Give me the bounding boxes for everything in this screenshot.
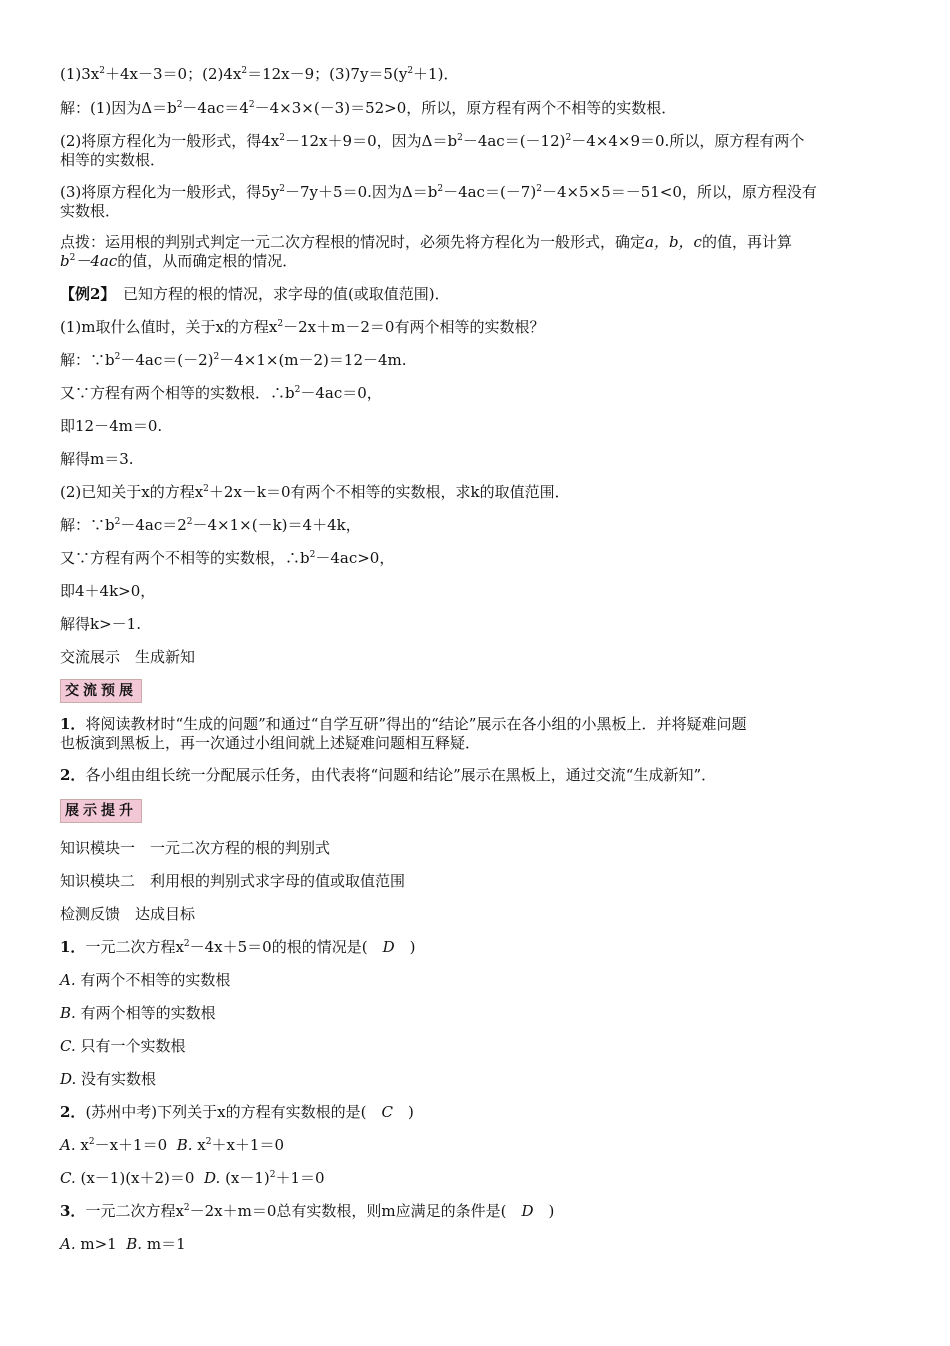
example-2-question-2: (2)已知关于x的方程$x^2+2x-k=0$有两个不相等的实数根，求k的取值范围． (60, 483, 570, 501)
test-question-3: 3．一元二次方程$x^2-2x+m=0$总有实数根，则m应满足的条件是( D ) (60, 1202, 555, 1220)
answer-q3: D (521, 1202, 534, 1220)
example-2-answer-1-step-1: 解：$\because b^2-4ac=(-2)^2-4\times 1\times(m-2)=12-4m$. (60, 351, 407, 369)
solution-part-3-cont: 实数根． (60, 202, 121, 220)
example-2-answer-2-step-3: 即4＋4k>0， (60, 582, 156, 600)
solution-part-2-cont: 相等的实数根． (60, 151, 166, 169)
test-q2-options-ab: A. $x^2-x+1=0$ B. $x^2+x+1=0$ (60, 1136, 285, 1154)
example-2-answer-2-step-1: 解：$\because b^2-4ac=2^2-4\times 1\times(-k)=4+4k$， (60, 516, 361, 534)
exchange-item-2: 2．各小组由组长统一分配展示任务，由代表将“问题和结论”展示在黑板上，通过交流“生成新知”． (60, 766, 717, 784)
test-q1-option-a: A. 有两个不相等的实数根 (60, 971, 231, 989)
solution-part-3: (3)将原方程化为一般形式，得$5y^2-7y+5=0$.因为$\Delta=b^2-4ac=(-7)^2-4\times 5\times 5=-51<0$，所以，原方程没有 (60, 183, 817, 201)
knowledge-module-2: 知识模块二 利用根的判别式求字母的值或取值范围 (60, 872, 406, 890)
exchange-item-1-cont: 也板演到黑板上，再一次通过小组间就上述疑难问题相互释疑． (60, 734, 481, 752)
test-q2-options-cd: C. (x－1)(x＋2)＝0 D. $(x-1)^2+1=0$ (60, 1169, 325, 1187)
solution-part-2: (2)将原方程化为一般形式，得$4x^2-12x+9=0$，因为$\Delta=b^2-4ac=(-12)^2-4\times 4\times 9=0$.所以，原方程有两个 (60, 132, 805, 150)
test-question-1: 1．一元二次方程$x^2-4x+5=0$的根的情况是( D ) (60, 938, 416, 956)
test-q1-option-c: C. 只有一个实数根 (60, 1037, 186, 1055)
test-q1-option-d: D. 没有实数根 (60, 1070, 157, 1088)
example-2-question-1: (1)m取什么值时，关于x的方程$x^2-2x+m-2=0$有两个相等的实数根？ (60, 318, 545, 336)
example-2-answer-1-step-2: 又∵方程有两个相等的实数根．$\therefore b^2-4ac=0$， (60, 384, 382, 402)
test-q3-options-ab: A. m>1 B. m＝1 (60, 1235, 186, 1253)
answer-q1: D (382, 938, 395, 956)
answer-q2: C (381, 1103, 393, 1121)
example-2-heading: 【例2】 已知方程的根的情况，求字母的值(或取值范围)． (60, 285, 450, 303)
example-2-answer-1-step-3: 即12－4m＝0. (60, 417, 163, 435)
knowledge-module-1: 知识模块一 一元二次方程的根的判别式 (60, 839, 331, 857)
example-2-answer-2-result: 解得k>－1. (60, 615, 141, 633)
badge-exchange-preview: 交流预展 (60, 679, 142, 703)
badge-show-improve: 展示提升 (60, 799, 142, 823)
test-question-2: 2．(苏州中考)下列关于x的方程有实数根的是( C ) (60, 1103, 414, 1121)
test-q1-option-b: B. 有两个相等的实数根 (60, 1004, 216, 1022)
section-heading-exchange: 交流展示 生成新知 (60, 648, 196, 666)
exchange-item-1: 1．将阅读教材时“生成的问题”和通过“自学互研”得出的“结论”展示在各小组的小黑板上．并将疑难问题 (60, 715, 747, 733)
example-2-answer-1-result: 解得m＝3. (60, 450, 134, 468)
solution-part-1: 解：(1)因为$\Delta=b^2-4ac=4^2-4\times 3\times(-3)=52>0$，所以，原方程有两个不相等的实数根． (60, 99, 677, 117)
section-heading-test: 检测反馈 达成目标 (60, 905, 196, 923)
tip-line-1: 点拨：运用根的判别式判定一元二次方程根的情况时，必须先将方程化为一般形式，确定a，b，c的值，再计算 (60, 233, 792, 251)
example-2-answer-2-step-2: 又∵方程有两个不相等的实数根，$\therefore b^2-4ac>0$， (60, 549, 395, 567)
tip-line-2: $b^2-4ac$的值，从而确定根的情况． (60, 252, 298, 270)
problem-statement: $(1)3x^2+4x-3=0$；$(2)4x^2=12x-9$；$(3)7y=5(y^2+1)$． (60, 65, 459, 83)
